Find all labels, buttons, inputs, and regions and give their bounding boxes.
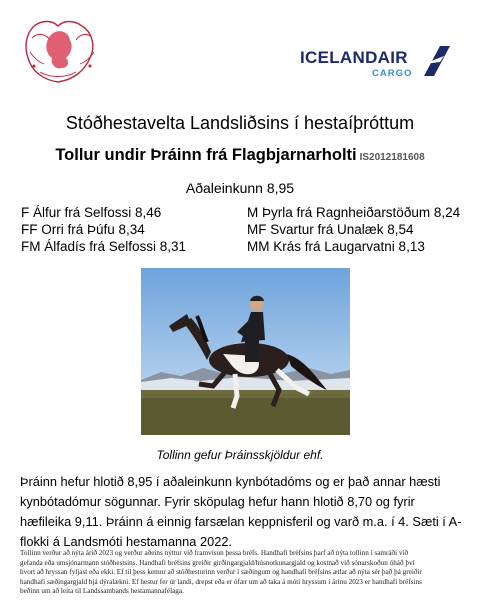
stallion-name: Tollur undir Þráinn frá Flagbjarnarholti xyxy=(55,146,357,164)
page-title: Stóðhestavelta Landsliðsins í hestaíþróttum xyxy=(65,113,415,133)
pedigree-dam-sire: MF Svartur frá Unalæk 8,54 xyxy=(247,222,414,237)
photo-caption: Tollinn gefur Þráinsskjöldur ehf. xyxy=(156,448,324,462)
description-line: kynbótadómur sögunnar. Fyrir sköpulag hefur hann hlotið 8,70 og fyrir xyxy=(20,494,415,509)
pedigree-sire-sire: FF Orri frá Þúfu 8,34 xyxy=(21,222,145,237)
description-line: hæfileika 9,11. Þráinn á einnig farsælan keppnisferil og varð m.a. í 4. Sæti í A- xyxy=(20,514,462,529)
pedigree-dam: M Þyrla frá Ragnheiðarstöðum 8,24 xyxy=(247,205,461,220)
terms-line: handhafi sæðingargjald hjá dýralækni. Ef hestur fer úr landi, drepst eða er ófær um að taka á móti hryssum í árinu 2023 er handhafi bréfsins xyxy=(20,577,422,586)
terms-line: Tollinn verður að nýta árið 2023 og verður aðeins nýttur við framvísun þessa bréfs. Handhafi bréfsins þarf að nýta tollinn í samráði við xyxy=(20,549,409,557)
pedigree-sire: F Álfur frá Selfossi 8,46 xyxy=(21,205,162,220)
icelandair-wing-logo xyxy=(422,46,450,76)
terms-line: hvort að hryssan fyljast eða ekki. Ef til þess kemur að stóðhesturinn verður í sæðingum og handhafi bréfsins ætlar að nýta sér það þá greiðir xyxy=(20,568,422,577)
icelandair-cargo-logo xyxy=(300,46,450,82)
terms-line: gefanda eða umsjónarmann stóðhestsins. Handhafi bréfsins greiðir girðingargjald/húsnotkunargjald og kostnað við sónarskoðun óháð því xyxy=(20,558,415,567)
icelandair-wordmark: ICELANDAIR xyxy=(300,48,408,67)
description-line: Þráinn hefur hlotið 8,95 í aðaleinkunn kynbótadóms og er það annar hæsti xyxy=(20,474,441,489)
horse-and-rider-photo xyxy=(141,268,350,435)
terms-line: beðinn um að leita til Landssambands hestamannafélaga. xyxy=(20,587,184,596)
stallion-heading xyxy=(0,146,480,165)
cargo-wordmark: CARGO xyxy=(372,68,413,79)
description-paragraph xyxy=(20,472,464,552)
terms-fine-print xyxy=(20,549,466,597)
description-line: flokki á Landsmóti hestamanna 2022. xyxy=(20,534,232,549)
pedigree-dam-dam: MM Krás frá Laugarvatni 8,13 xyxy=(247,239,425,254)
registration-number: IS2012181608 xyxy=(359,152,425,163)
pedigree-sire-dam: FM Álfadís frá Selfossi 8,31 xyxy=(21,239,187,254)
overall-score: Aðaleinkunn 8,95 xyxy=(185,180,295,196)
emblem-horse-head-logo xyxy=(20,18,106,86)
